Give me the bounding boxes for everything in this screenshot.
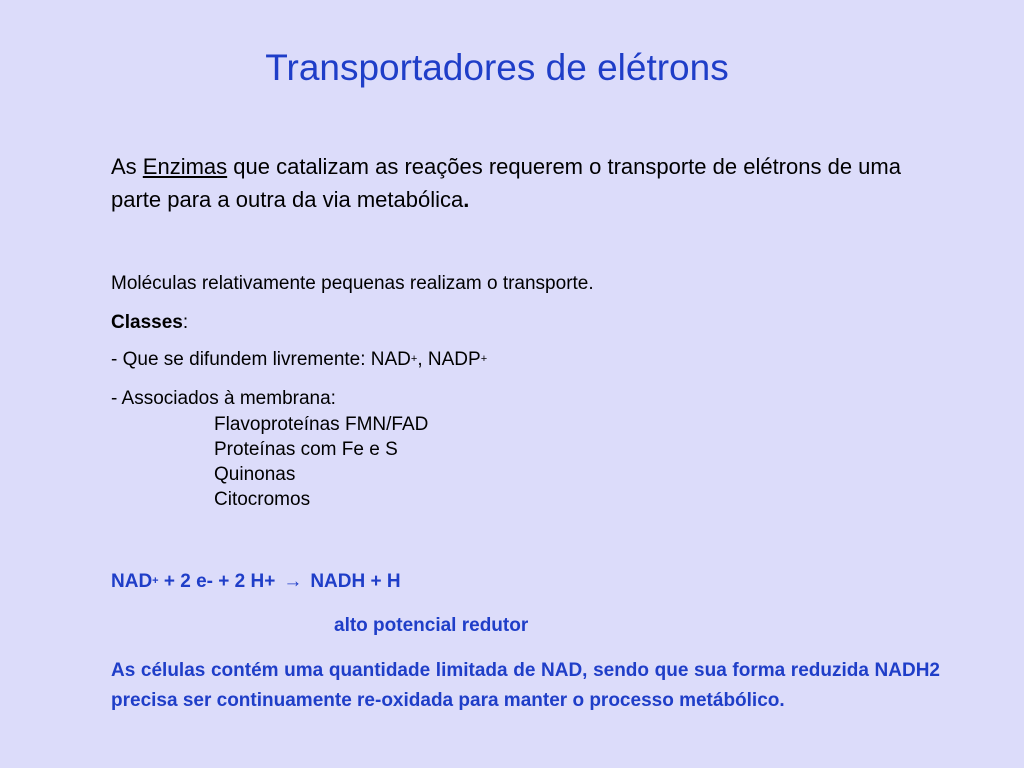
eq-right: NADH + H [310,571,401,592]
classes-colon: : [182,312,189,333]
membrane-item: Quinonas [214,464,296,485]
nadp-sup: + [480,353,488,365]
membrane-item: Flavoproteínas FMN/FAD [214,414,429,435]
eq-sup: + [152,575,159,587]
slide-title: Transportadores de elétrons [265,47,729,88]
enzimas-link[interactable]: Enzimas [142,154,228,179]
free-diffusion-line [111,348,487,372]
classes-heading [111,311,188,335]
eq-left: + 2 e- + 2 H+ [158,571,276,592]
intro-period: . [463,187,470,212]
intro-paragraph [111,150,941,216]
intro-suffix: que catalizam as reações requerem o transporte de elétrons de uma parte para a outra da via metabólica [111,154,901,212]
arrow-icon: → [283,571,303,592]
final-paragraph: As células contém uma quantidade limitada de NAD, sendo que sua forma reduzida NADH2 precisa ser continuamente re-oxidada para manter o processo metábólico. [111,660,940,711]
molecules-line: Moléculas relativamente pequenas realizam o transporte. [111,273,594,294]
membrane-item: Proteínas com Fe e S [214,439,398,460]
nad-equation [111,570,401,594]
free-prefix: - Que se difundem livremente: NAD [111,349,411,370]
nad-sup: + [410,353,418,365]
intro-prefix: As [111,154,143,179]
classes-label: Classes [111,312,183,333]
free-middle: , NADP [417,349,481,370]
eq-nad: NAD [111,571,153,592]
membrane-item: Citocromos [214,489,311,510]
redutor-label: alto potencial redutor [334,615,529,636]
membrane-label: - Associados à membrana: [111,388,336,409]
